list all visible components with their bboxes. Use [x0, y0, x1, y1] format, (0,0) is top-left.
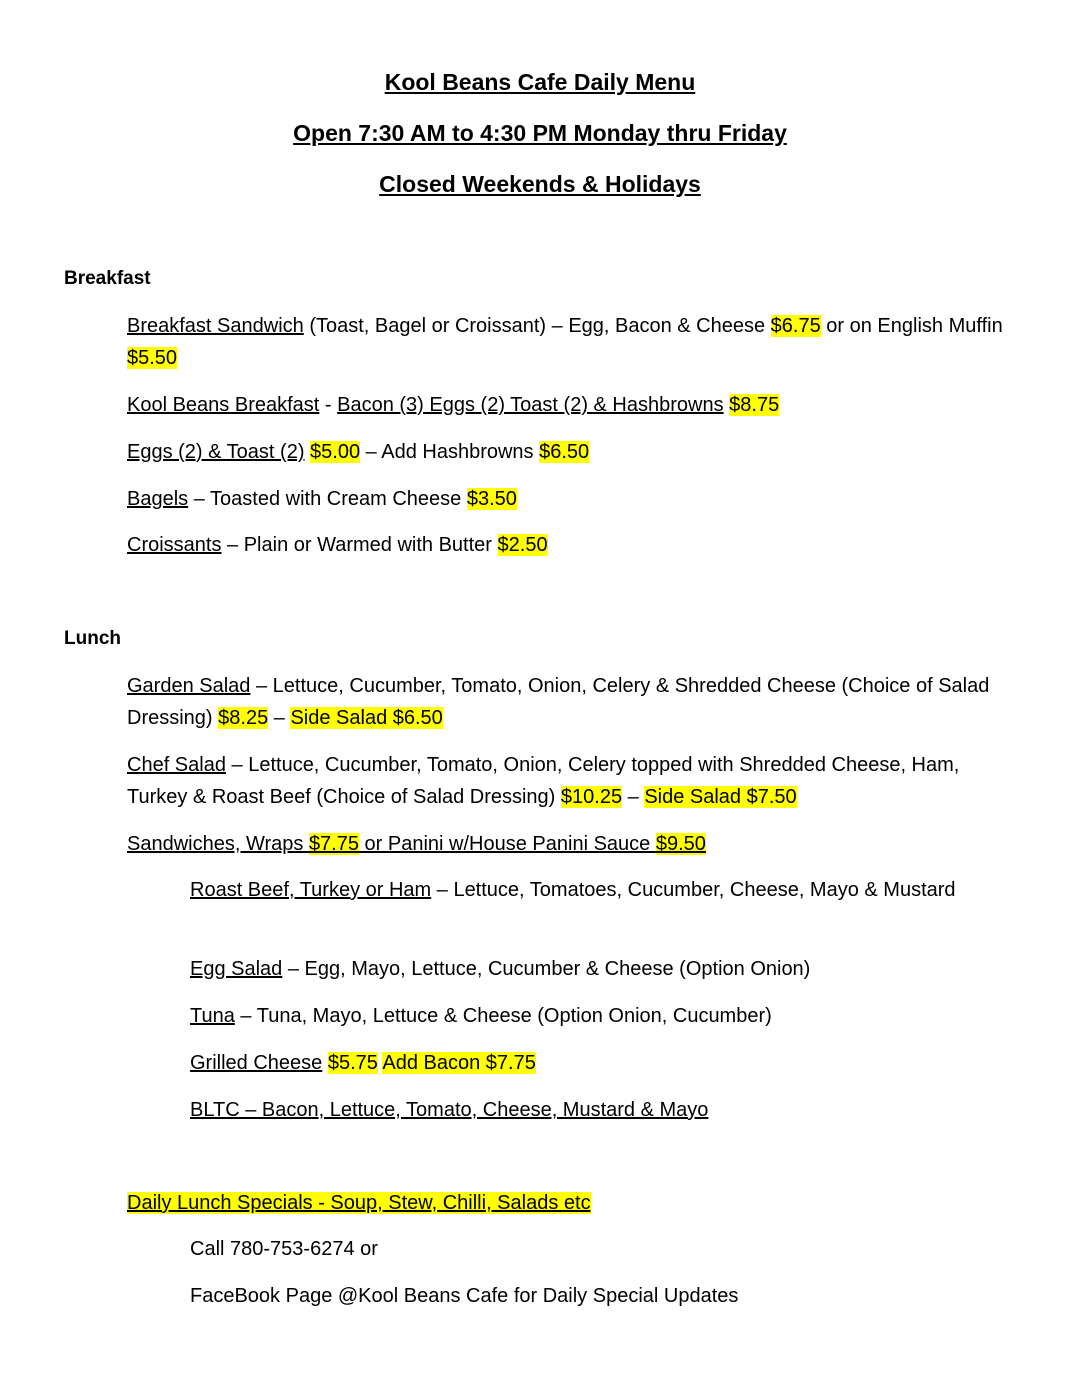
eggs-toast-item [127, 436, 1007, 468]
item-desc: – Egg, Mayo, Lettuce, Cucumber & Cheese (Option Onion) [282, 958, 811, 980]
item-desc: (Toast, Bagel or Croissant) – Egg, Bacon & Cheese [303, 315, 771, 337]
specials-facebook: FaceBook Page @Kool Beans Cafe for Daily Special Updates [190, 1285, 739, 1307]
item-desc: Bacon (3) Eggs (2) Toast (2) & Hashbrowns [337, 394, 724, 416]
item-name: Egg Salad [190, 958, 283, 980]
bltc-item [190, 1094, 990, 1126]
item-name: Grilled Cheese [190, 1052, 323, 1074]
item-price: $6.75 [770, 315, 821, 337]
item-alt-desc: or on English Muffin [820, 315, 1003, 337]
item-price: $2.50 [497, 534, 548, 556]
item-name: Garden Salad [127, 675, 251, 697]
item-desc: – Lettuce, Tomatoes, Cucumber, Cheese, Mayo & Mustard [431, 879, 956, 901]
item-desc: – Lettuce, Cucumber, Tomato, Onion, Celery & Shredded Cheese (Choice of Salad Dressing) [127, 675, 990, 729]
item-name: Croissants [127, 534, 222, 556]
item-name: Kool Beans Breakfast [127, 394, 320, 416]
item-name: Chef Salad [127, 754, 226, 776]
item-name: BLTC – Bacon, Lettuce, Tomato, Cheese, Mustard & Mayo [190, 1099, 709, 1121]
item-sep: – [622, 786, 645, 808]
item-panini-price: $9.50 [655, 833, 706, 855]
specials-call: Call 780-753-6274 or [190, 1238, 378, 1260]
item-side: Side Salad $6.50 [290, 707, 443, 729]
item-desc: – Toasted with Cream Cheese [188, 488, 467, 510]
item-desc: – Plain or Warmed with Butter [221, 534, 498, 556]
lunch-heading: Lunch [64, 628, 121, 649]
item-desc: – Add Hashbrowns [360, 441, 540, 463]
item-add-price: $6.50 [539, 441, 590, 463]
daily-specials-heading [127, 1187, 1007, 1219]
roast-beef-item [190, 874, 990, 906]
bagels-item [127, 483, 1007, 515]
croissants-item [127, 529, 1007, 561]
menu-hours: Open 7:30 AM to 4:30 PM Monday thru Friday [293, 120, 787, 146]
item-sep: – [268, 707, 291, 729]
item-name: Eggs (2) & Toast (2) [127, 441, 305, 463]
kool-beans-breakfast-item [127, 389, 1007, 421]
item-name: Breakfast Sandwich [127, 315, 304, 337]
sandwiches-wraps-item [127, 828, 1007, 860]
item-name: Sandwiches, Wraps [127, 833, 309, 855]
menu-closed-notice: Closed Weekends & Holidays [379, 171, 701, 197]
item-price: $5.75 [327, 1052, 378, 1074]
item-price: $5.00 [310, 441, 361, 463]
menu-title: Kool Beans Cafe Daily Menu [384, 69, 696, 95]
item-price: $8.75 [729, 394, 780, 416]
item-price: $10.25 [560, 786, 623, 808]
tuna-item [190, 1000, 990, 1032]
garden-salad-item [127, 670, 1007, 734]
specials-label: Daily Lunch Specials - Soup, Stew, Chilli, Salads etc [127, 1192, 591, 1214]
item-desc: – Lettuce, Cucumber, Tomato, Onion, Celery topped with Shredded Cheese, Ham, Turkey & Roast Beef (Choice of Salad Dressing) [127, 754, 960, 808]
item-name: Bagels [127, 488, 189, 510]
grilled-cheese-item [190, 1047, 990, 1079]
item-name: Tuna [190, 1005, 235, 1027]
item-side: Side Salad $7.50 [644, 786, 797, 808]
breakfast-heading: Breakfast [64, 268, 151, 289]
egg-salad-item [190, 953, 990, 985]
item-add: Add Bacon $7.75 [382, 1052, 536, 1074]
item-price: $3.50 [466, 488, 517, 510]
breakfast-sandwich-item [127, 310, 1007, 374]
item-price: $8.25 [218, 707, 269, 729]
item-desc: – Tuna, Mayo, Lettuce & Cheese (Option Onion, Cucumber) [234, 1005, 772, 1027]
item-mid: or Panini w/House Panini Sauce [359, 833, 656, 855]
item-name: Roast Beef, Turkey or Ham [190, 879, 432, 901]
item-alt-price: $5.50 [127, 347, 178, 369]
item-sep: - [319, 394, 338, 416]
item-price: $7.75 [308, 833, 359, 855]
chef-salad-item [127, 749, 1007, 813]
